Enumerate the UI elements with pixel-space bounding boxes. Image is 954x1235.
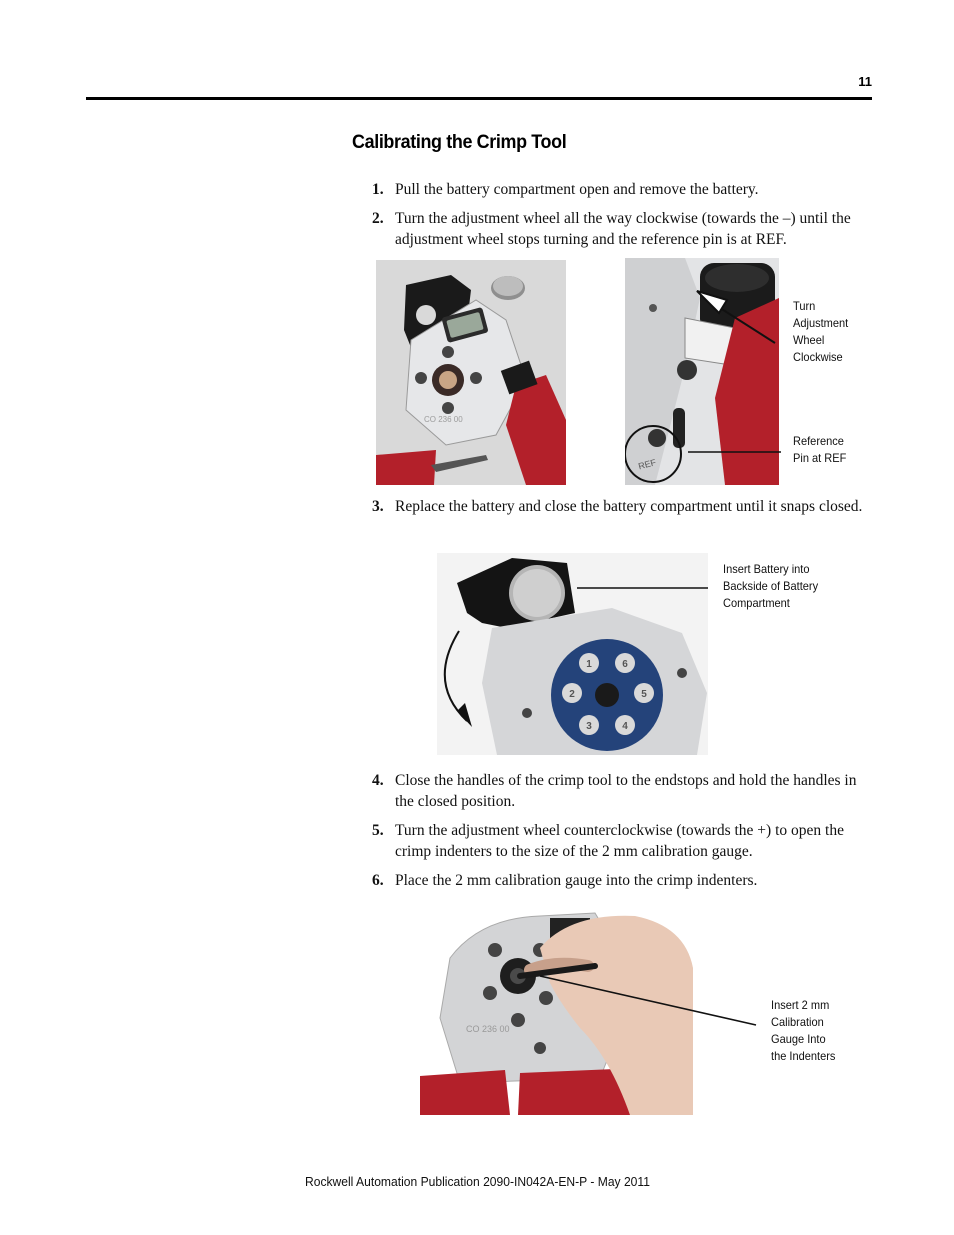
callout-line: Calibration	[771, 1015, 824, 1029]
photo-insert-battery	[437, 553, 708, 755]
callout-line: Pin at REF	[793, 451, 847, 465]
photo-battery-removed	[376, 260, 566, 485]
page-number: 11	[858, 74, 872, 89]
photo-adjustment-wheel	[625, 258, 779, 485]
die-number: 2	[569, 689, 575, 700]
header-rule	[86, 97, 872, 100]
callout-line: Insert 2 mm	[771, 998, 830, 1012]
die-number: 4	[622, 721, 628, 732]
die-number: 6	[622, 659, 628, 670]
callout-turn-wheel	[793, 298, 848, 366]
callout-line: Wheel	[793, 333, 825, 347]
step-3	[372, 496, 872, 517]
step-number: 5.	[372, 822, 384, 839]
step-number: 6.	[372, 872, 384, 889]
step-text: Turn the adjustment wheel all the way clockwise (towards the –) until the adjustment wheel stops turning and the reference pin is at REF.	[395, 210, 851, 248]
callout-insert-gauge	[771, 997, 835, 1065]
tool-marking: CO 236 00	[424, 415, 463, 424]
step-number: 4.	[372, 772, 384, 789]
step-text: Pull the battery compartment open and remove the battery.	[395, 181, 759, 198]
callout-line: Insert Battery into	[723, 562, 810, 576]
callout-line: Compartment	[723, 596, 790, 610]
step-4	[372, 770, 872, 812]
step-text: Turn the adjustment wheel counterclockwise (towards the +) to open the crimp indenters to the size of the 2 mm calibration gauge.	[395, 822, 844, 860]
callout-line: Turn	[793, 299, 816, 313]
section-title: Calibrating the Crimp Tool	[352, 131, 567, 153]
die-number: 5	[641, 689, 647, 700]
step-6	[372, 870, 872, 891]
publication-footer	[0, 1174, 954, 1189]
step-number: 3.	[372, 498, 384, 515]
tool-marking: CO 236 00	[466, 1024, 510, 1034]
callout-line: Reference	[793, 434, 844, 448]
callout-line: Clockwise	[793, 350, 843, 364]
callout-line: Adjustment	[793, 316, 849, 330]
callout-line: Gauge Into	[771, 1032, 826, 1046]
footer-text: Rockwell Automation Publication 2090-IN042A-EN-P - May 2011	[304, 1174, 650, 1189]
step-number: 2.	[372, 210, 384, 227]
die-number: 3	[586, 721, 592, 732]
callout-reference-pin	[793, 433, 846, 467]
step-1	[372, 179, 872, 200]
callout-line: Backside of Battery	[723, 579, 819, 593]
callout-line: the Indenters	[771, 1049, 836, 1063]
step-2	[372, 208, 872, 250]
step-5	[372, 820, 872, 862]
ref-marking: REF	[637, 457, 658, 472]
step-text: Replace the battery and close the battery compartment until it snaps closed.	[395, 498, 863, 515]
die-number: 1	[586, 659, 592, 670]
callout-insert-battery	[723, 561, 818, 612]
photo-insert-gauge	[420, 908, 693, 1115]
step-text: Close the handles of the crimp tool to the endstops and hold the handles in the closed position.	[395, 772, 857, 810]
step-number: 1.	[372, 181, 384, 198]
step-text: Place the 2 mm calibration gauge into the crimp indenters.	[395, 872, 758, 889]
